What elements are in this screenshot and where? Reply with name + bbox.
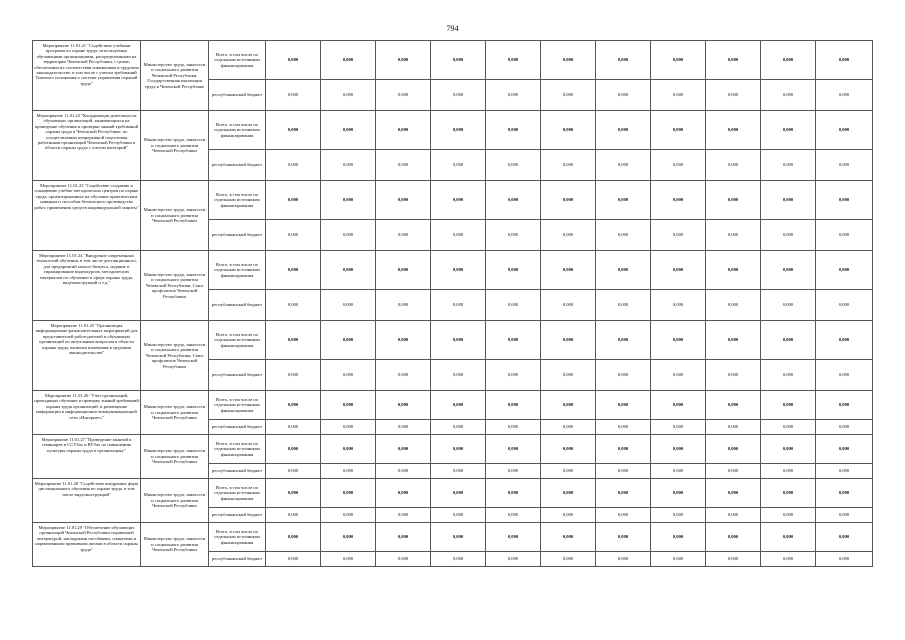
total-value-cell: 0,000 xyxy=(266,523,321,552)
total-value-cell: 0,000 xyxy=(596,321,651,360)
republic-value-cell: 0,000 xyxy=(651,552,706,567)
funding-source-total: Всего, в том числе по отдельным источникам финансирования xyxy=(209,321,266,360)
total-value-cell: 0,000 xyxy=(761,321,816,360)
total-value-cell: 0,000 xyxy=(376,321,431,360)
total-value-cell: 0,000 xyxy=(816,479,873,508)
activity-row-total xyxy=(33,251,873,290)
total-value-cell: 0,000 xyxy=(596,41,651,80)
republic-value-cell: 0,000 xyxy=(706,360,761,391)
republic-value-cell: 0,000 xyxy=(816,220,873,251)
total-value-cell: 0,000 xyxy=(266,41,321,80)
republic-value-cell: 0,000 xyxy=(266,290,321,321)
total-value-cell: 0,000 xyxy=(431,181,486,220)
funding-source-republic: республиканский бюджет xyxy=(209,220,266,251)
republic-value-cell: 0,000 xyxy=(761,80,816,111)
funding-source-republic: республиканский бюджет xyxy=(209,552,266,567)
republic-value-cell: 0,000 xyxy=(706,80,761,111)
republic-value-cell: 0,000 xyxy=(376,420,431,435)
activity-row-total xyxy=(33,479,873,508)
activity-row-total xyxy=(33,321,873,360)
total-value-cell: 0,000 xyxy=(706,251,761,290)
total-value-cell: 0,000 xyxy=(431,479,486,508)
responsible-executor: Министерство труда, занятости и социального развития Чеченской Республики xyxy=(141,181,209,251)
republic-value-cell: 0,000 xyxy=(651,220,706,251)
republic-value-cell: 0,000 xyxy=(596,220,651,251)
total-value-cell: 0,000 xyxy=(321,523,376,552)
republic-value-cell: 0,000 xyxy=(706,464,761,479)
republic-value-cell: 0,000 xyxy=(596,552,651,567)
republic-value-cell: 0,000 xyxy=(596,290,651,321)
total-value-cell: 0,000 xyxy=(266,321,321,360)
republic-value-cell: 0,000 xyxy=(321,150,376,181)
republic-value-cell: 0,000 xyxy=(486,80,541,111)
responsible-executor: Министерство труда, занятости и социального развития Чеченской Республики xyxy=(141,435,209,479)
republic-value-cell: 0,000 xyxy=(321,464,376,479)
total-value-cell: 0,000 xyxy=(321,321,376,360)
activity-name: Мероприятие 11.01.25 "Организация информационно-разъяснительных мероприятий для представителей работодателей и обучающих организаций по актуальным вопросам в области охраны труда, включая изменения в трудовом законодательстве" xyxy=(33,321,141,391)
total-value-cell: 0,000 xyxy=(706,321,761,360)
republic-value-cell: 0,000 xyxy=(706,150,761,181)
funding-source-republic: республиканский бюджет xyxy=(209,508,266,523)
republic-value-cell: 0,000 xyxy=(266,80,321,111)
total-value-cell: 0,000 xyxy=(761,523,816,552)
republic-value-cell: 0,000 xyxy=(321,552,376,567)
activity-row-total xyxy=(33,391,873,420)
activity-name: Мероприятие 11.01.23 "Содействие созданию и оснащению учебно-методических центров по охране труда, ориентированных на обучение практическим навыкам и способам безопасного производства работ, применения средств индивидуальной защиты" xyxy=(33,181,141,251)
republic-value-cell: 0,000 xyxy=(651,464,706,479)
total-value-cell: 0,000 xyxy=(266,251,321,290)
republic-value-cell: 0,000 xyxy=(541,360,596,391)
republic-value-cell: 0,000 xyxy=(431,508,486,523)
total-value-cell: 0,000 xyxy=(761,251,816,290)
republic-value-cell: 0,000 xyxy=(431,464,486,479)
total-value-cell: 0,000 xyxy=(816,181,873,220)
republic-value-cell: 0,000 xyxy=(541,552,596,567)
program-activities-table xyxy=(32,40,873,567)
republic-value-cell: 0,000 xyxy=(431,360,486,391)
republic-value-cell: 0,000 xyxy=(651,508,706,523)
republic-value-cell: 0,000 xyxy=(266,220,321,251)
total-value-cell: 0,000 xyxy=(431,391,486,420)
responsible-executor: Министерство труда, занятости и социального развития Чеченской Республики xyxy=(141,391,209,435)
activity-name: Мероприятие 11.01.21 "Содействие учебным программ по охране труда, используемых обучающими организациями, распределенными на территории Чеченской Республики, с целью обеспечения их соответствия изменениям в трудовом законодательстве, в том числе с учетом требований Типового положения о системе управления охраной труда" xyxy=(33,41,141,111)
total-value-cell: 0,000 xyxy=(376,523,431,552)
republic-value-cell: 0,000 xyxy=(651,360,706,391)
republic-value-cell: 0,000 xyxy=(541,420,596,435)
total-value-cell: 0,000 xyxy=(321,479,376,508)
republic-value-cell: 0,000 xyxy=(266,420,321,435)
total-value-cell: 0,000 xyxy=(266,181,321,220)
republic-value-cell: 0,000 xyxy=(486,464,541,479)
total-value-cell: 0,000 xyxy=(651,41,706,80)
total-value-cell: 0,000 xyxy=(596,435,651,464)
total-value-cell: 0,000 xyxy=(486,391,541,420)
activity-name: Мероприятие 11.01.27 "Проведение занятий и семинаров в ССУЗах и ВУЗах по повышению культуры охраны труда в организациях" xyxy=(33,435,141,479)
republic-value-cell: 0,000 xyxy=(761,150,816,181)
page-number: 794 xyxy=(446,24,459,33)
republic-value-cell: 0,000 xyxy=(761,552,816,567)
republic-value-cell: 0,000 xyxy=(431,80,486,111)
total-value-cell: 0,000 xyxy=(816,111,873,150)
total-value-cell: 0,000 xyxy=(761,181,816,220)
republic-value-cell: 0,000 xyxy=(596,464,651,479)
republic-value-cell: 0,000 xyxy=(321,290,376,321)
total-value-cell: 0,000 xyxy=(376,41,431,80)
responsible-executor: Министерство труда, занятости и социального развития Чеченской Республики xyxy=(141,523,209,567)
total-value-cell: 0,000 xyxy=(376,435,431,464)
total-value-cell: 0,000 xyxy=(761,111,816,150)
republic-value-cell: 0,000 xyxy=(376,552,431,567)
total-value-cell: 0,000 xyxy=(376,251,431,290)
total-value-cell: 0,000 xyxy=(706,391,761,420)
activity-row-total xyxy=(33,41,873,80)
republic-value-cell: 0,000 xyxy=(706,420,761,435)
total-value-cell: 0,000 xyxy=(816,391,873,420)
activity-row-total xyxy=(33,111,873,150)
total-value-cell: 0,000 xyxy=(706,181,761,220)
total-value-cell: 0,000 xyxy=(431,41,486,80)
total-value-cell: 0,000 xyxy=(816,435,873,464)
activity-name: Мероприятие 11.01.26 "Учет организаций, проводящих обучение и проверку знаний требований охраны труда организаций, и размещение информации в информационно-коммуникационной сети «Интернет»" xyxy=(33,391,141,435)
republic-value-cell: 0,000 xyxy=(266,508,321,523)
republic-value-cell: 0,000 xyxy=(431,420,486,435)
republic-value-cell: 0,000 xyxy=(431,552,486,567)
total-value-cell: 0,000 xyxy=(596,111,651,150)
total-value-cell: 0,000 xyxy=(761,479,816,508)
total-value-cell: 0,000 xyxy=(431,523,486,552)
republic-value-cell: 0,000 xyxy=(761,290,816,321)
total-value-cell: 0,000 xyxy=(706,111,761,150)
total-value-cell: 0,000 xyxy=(486,111,541,150)
total-value-cell: 0,000 xyxy=(486,321,541,360)
responsible-executor: Министерство труда, занятости и социального развития Чеченской Республики, Союз профсоюзов Чеченской Республики xyxy=(141,251,209,321)
republic-value-cell: 0,000 xyxy=(321,420,376,435)
republic-value-cell: 0,000 xyxy=(541,464,596,479)
republic-value-cell: 0,000 xyxy=(651,420,706,435)
funding-source-total: Всего, в том числе по отдельным источникам финансирования xyxy=(209,41,266,80)
republic-value-cell: 0,000 xyxy=(486,360,541,391)
total-value-cell: 0,000 xyxy=(486,251,541,290)
total-value-cell: 0,000 xyxy=(541,111,596,150)
total-value-cell: 0,000 xyxy=(376,391,431,420)
total-value-cell: 0,000 xyxy=(651,479,706,508)
total-value-cell: 0,000 xyxy=(266,435,321,464)
total-value-cell: 0,000 xyxy=(651,181,706,220)
republic-value-cell: 0,000 xyxy=(596,150,651,181)
total-value-cell: 0,000 xyxy=(541,479,596,508)
republic-value-cell: 0,000 xyxy=(376,360,431,391)
funding-source-republic: республиканский бюджет xyxy=(209,360,266,391)
republic-value-cell: 0,000 xyxy=(816,552,873,567)
republic-value-cell: 0,000 xyxy=(761,464,816,479)
republic-value-cell: 0,000 xyxy=(486,220,541,251)
total-value-cell: 0,000 xyxy=(541,435,596,464)
republic-value-cell: 0,000 xyxy=(431,220,486,251)
responsible-executor: Министерство труда, занятости и социального развития Чеченской Республики xyxy=(141,479,209,523)
total-value-cell: 0,000 xyxy=(376,479,431,508)
total-value-cell: 0,000 xyxy=(321,251,376,290)
funding-source-republic: республиканский бюджет xyxy=(209,150,266,181)
republic-value-cell: 0,000 xyxy=(376,290,431,321)
total-value-cell: 0,000 xyxy=(816,41,873,80)
total-value-cell: 0,000 xyxy=(816,251,873,290)
responsible-executor: Министерство труда, занятости и социального развития Чеченской Республики xyxy=(141,111,209,181)
total-value-cell: 0,000 xyxy=(431,111,486,150)
republic-value-cell: 0,000 xyxy=(541,80,596,111)
republic-value-cell: 0,000 xyxy=(596,80,651,111)
republic-value-cell: 0,000 xyxy=(706,290,761,321)
total-value-cell: 0,000 xyxy=(266,111,321,150)
republic-value-cell: 0,000 xyxy=(816,420,873,435)
republic-value-cell: 0,000 xyxy=(761,508,816,523)
total-value-cell: 0,000 xyxy=(706,479,761,508)
total-value-cell: 0,000 xyxy=(596,479,651,508)
funding-source-total: Всего, в том числе по отдельным источникам финансирования xyxy=(209,251,266,290)
republic-value-cell: 0,000 xyxy=(486,150,541,181)
funding-source-total: Всего, в том числе по отдельным источникам финансирования xyxy=(209,111,266,150)
total-value-cell: 0,000 xyxy=(541,251,596,290)
republic-value-cell: 0,000 xyxy=(486,420,541,435)
republic-value-cell: 0,000 xyxy=(706,220,761,251)
republic-value-cell: 0,000 xyxy=(266,360,321,391)
total-value-cell: 0,000 xyxy=(651,391,706,420)
funding-source-total: Всего, в том числе по отдельным источникам финансирования xyxy=(209,479,266,508)
total-value-cell: 0,000 xyxy=(761,435,816,464)
republic-value-cell: 0,000 xyxy=(486,290,541,321)
total-value-cell: 0,000 xyxy=(761,391,816,420)
republic-value-cell: 0,000 xyxy=(541,290,596,321)
total-value-cell: 0,000 xyxy=(376,111,431,150)
total-value-cell: 0,000 xyxy=(376,181,431,220)
total-value-cell: 0,000 xyxy=(486,479,541,508)
republic-value-cell: 0,000 xyxy=(816,80,873,111)
republic-value-cell: 0,000 xyxy=(816,464,873,479)
republic-value-cell: 0,000 xyxy=(376,150,431,181)
total-value-cell: 0,000 xyxy=(651,523,706,552)
total-value-cell: 0,000 xyxy=(596,251,651,290)
funding-source-total: Всего, в том числе по отдельным источникам финансирования xyxy=(209,181,266,220)
activity-row-total xyxy=(33,181,873,220)
republic-value-cell: 0,000 xyxy=(266,150,321,181)
total-value-cell: 0,000 xyxy=(321,111,376,150)
total-value-cell: 0,000 xyxy=(321,181,376,220)
republic-value-cell: 0,000 xyxy=(761,420,816,435)
total-value-cell: 0,000 xyxy=(431,251,486,290)
republic-value-cell: 0,000 xyxy=(376,80,431,111)
activity-row-total xyxy=(33,435,873,464)
funding-source-republic: республиканский бюджет xyxy=(209,464,266,479)
total-value-cell: 0,000 xyxy=(816,523,873,552)
total-value-cell: 0,000 xyxy=(596,523,651,552)
republic-value-cell: 0,000 xyxy=(266,552,321,567)
total-value-cell: 0,000 xyxy=(321,41,376,80)
total-value-cell: 0,000 xyxy=(486,523,541,552)
total-value-cell: 0,000 xyxy=(431,435,486,464)
republic-value-cell: 0,000 xyxy=(321,508,376,523)
republic-value-cell: 0,000 xyxy=(541,508,596,523)
total-value-cell: 0,000 xyxy=(596,181,651,220)
republic-value-cell: 0,000 xyxy=(596,360,651,391)
funding-source-republic: республиканский бюджет xyxy=(209,80,266,111)
republic-value-cell: 0,000 xyxy=(816,508,873,523)
total-value-cell: 0,000 xyxy=(706,435,761,464)
activity-row-total xyxy=(33,523,873,552)
funding-source-republic: республиканский бюджет xyxy=(209,290,266,321)
total-value-cell: 0,000 xyxy=(541,321,596,360)
republic-value-cell: 0,000 xyxy=(596,508,651,523)
republic-value-cell: 0,000 xyxy=(376,220,431,251)
republic-value-cell: 0,000 xyxy=(541,150,596,181)
republic-value-cell: 0,000 xyxy=(706,552,761,567)
total-value-cell: 0,000 xyxy=(761,41,816,80)
total-value-cell: 0,000 xyxy=(541,523,596,552)
funding-source-republic: республиканский бюджет xyxy=(209,420,266,435)
republic-value-cell: 0,000 xyxy=(651,290,706,321)
responsible-executor: Министерство труда, занятости и социального развития Чеченской Республики, Союз профсоюзов Чеченской Республики xyxy=(141,321,209,391)
total-value-cell: 0,000 xyxy=(321,391,376,420)
funding-source-total: Всего, в том числе по отдельным источникам финансирования xyxy=(209,435,266,464)
republic-value-cell: 0,000 xyxy=(266,464,321,479)
republic-value-cell: 0,000 xyxy=(651,80,706,111)
total-value-cell: 0,000 xyxy=(596,391,651,420)
total-value-cell: 0,000 xyxy=(651,111,706,150)
republic-value-cell: 0,000 xyxy=(486,552,541,567)
activity-name: Мероприятие 11.01.28 "Содействие внедрению форм дистанционного обучения по охране труда, в том числе видеоинструкций" xyxy=(33,479,141,523)
activity-name: Мероприятие 11.01.22 "Координация деятельности обучающих организаций, занимающихся на проведение обучения и проверки знаний требований охраны труда в Чеченской Республике, по осуществлению непрерывной подготовки работников организаций Чеченской Республики в области охраны труда с учетом категорий" xyxy=(33,111,141,181)
republic-value-cell: 0,000 xyxy=(431,290,486,321)
republic-value-cell: 0,000 xyxy=(706,508,761,523)
republic-value-cell: 0,000 xyxy=(816,150,873,181)
republic-value-cell: 0,000 xyxy=(486,508,541,523)
republic-value-cell: 0,000 xyxy=(816,290,873,321)
republic-value-cell: 0,000 xyxy=(321,220,376,251)
republic-value-cell: 0,000 xyxy=(376,464,431,479)
funding-source-total: Всего, в том числе по отдельным источникам финансирования xyxy=(209,391,266,420)
total-value-cell: 0,000 xyxy=(321,435,376,464)
republic-value-cell: 0,000 xyxy=(816,360,873,391)
total-value-cell: 0,000 xyxy=(541,181,596,220)
activity-name: Мероприятие 11.01.24 "Внедрение современных технологий обучения, в том числе дистанционного, для предприятий малого бизнеса, издание и тиражирование видеокурсов, методических материалов по обучению в сфере охраны труда, видеоинструкций и т.д." xyxy=(33,251,141,321)
republic-value-cell: 0,000 xyxy=(596,420,651,435)
total-value-cell: 0,000 xyxy=(651,321,706,360)
total-value-cell: 0,000 xyxy=(486,41,541,80)
republic-value-cell: 0,000 xyxy=(761,220,816,251)
total-value-cell: 0,000 xyxy=(541,41,596,80)
republic-value-cell: 0,000 xyxy=(376,508,431,523)
total-value-cell: 0,000 xyxy=(816,321,873,360)
republic-value-cell: 0,000 xyxy=(431,150,486,181)
republic-value-cell: 0,000 xyxy=(321,80,376,111)
republic-value-cell: 0,000 xyxy=(651,150,706,181)
total-value-cell: 0,000 xyxy=(486,181,541,220)
republic-value-cell: 0,000 xyxy=(321,360,376,391)
total-value-cell: 0,000 xyxy=(651,435,706,464)
total-value-cell: 0,000 xyxy=(266,391,321,420)
total-value-cell: 0,000 xyxy=(651,251,706,290)
responsible-executor: Министерство труда, занятости и социального развития Чеченской Республики, Государственная инспекция труда в Чеченской Республике xyxy=(141,41,209,111)
total-value-cell: 0,000 xyxy=(431,321,486,360)
total-value-cell: 0,000 xyxy=(706,41,761,80)
total-value-cell: 0,000 xyxy=(486,435,541,464)
total-value-cell: 0,000 xyxy=(706,523,761,552)
total-value-cell: 0,000 xyxy=(266,479,321,508)
republic-value-cell: 0,000 xyxy=(761,360,816,391)
funding-source-total: Всего, в том числе по отдельным источникам финансирования xyxy=(209,523,266,552)
total-value-cell: 0,000 xyxy=(541,391,596,420)
activity-name: Мероприятие 11.01.29 "Обеспечение обучающих организаций Чеченской Республики справочной литературой, наглядными пособиями, плакатами и нормативными правовыми актами в области охраны труда" xyxy=(33,523,141,567)
republic-value-cell: 0,000 xyxy=(541,220,596,251)
